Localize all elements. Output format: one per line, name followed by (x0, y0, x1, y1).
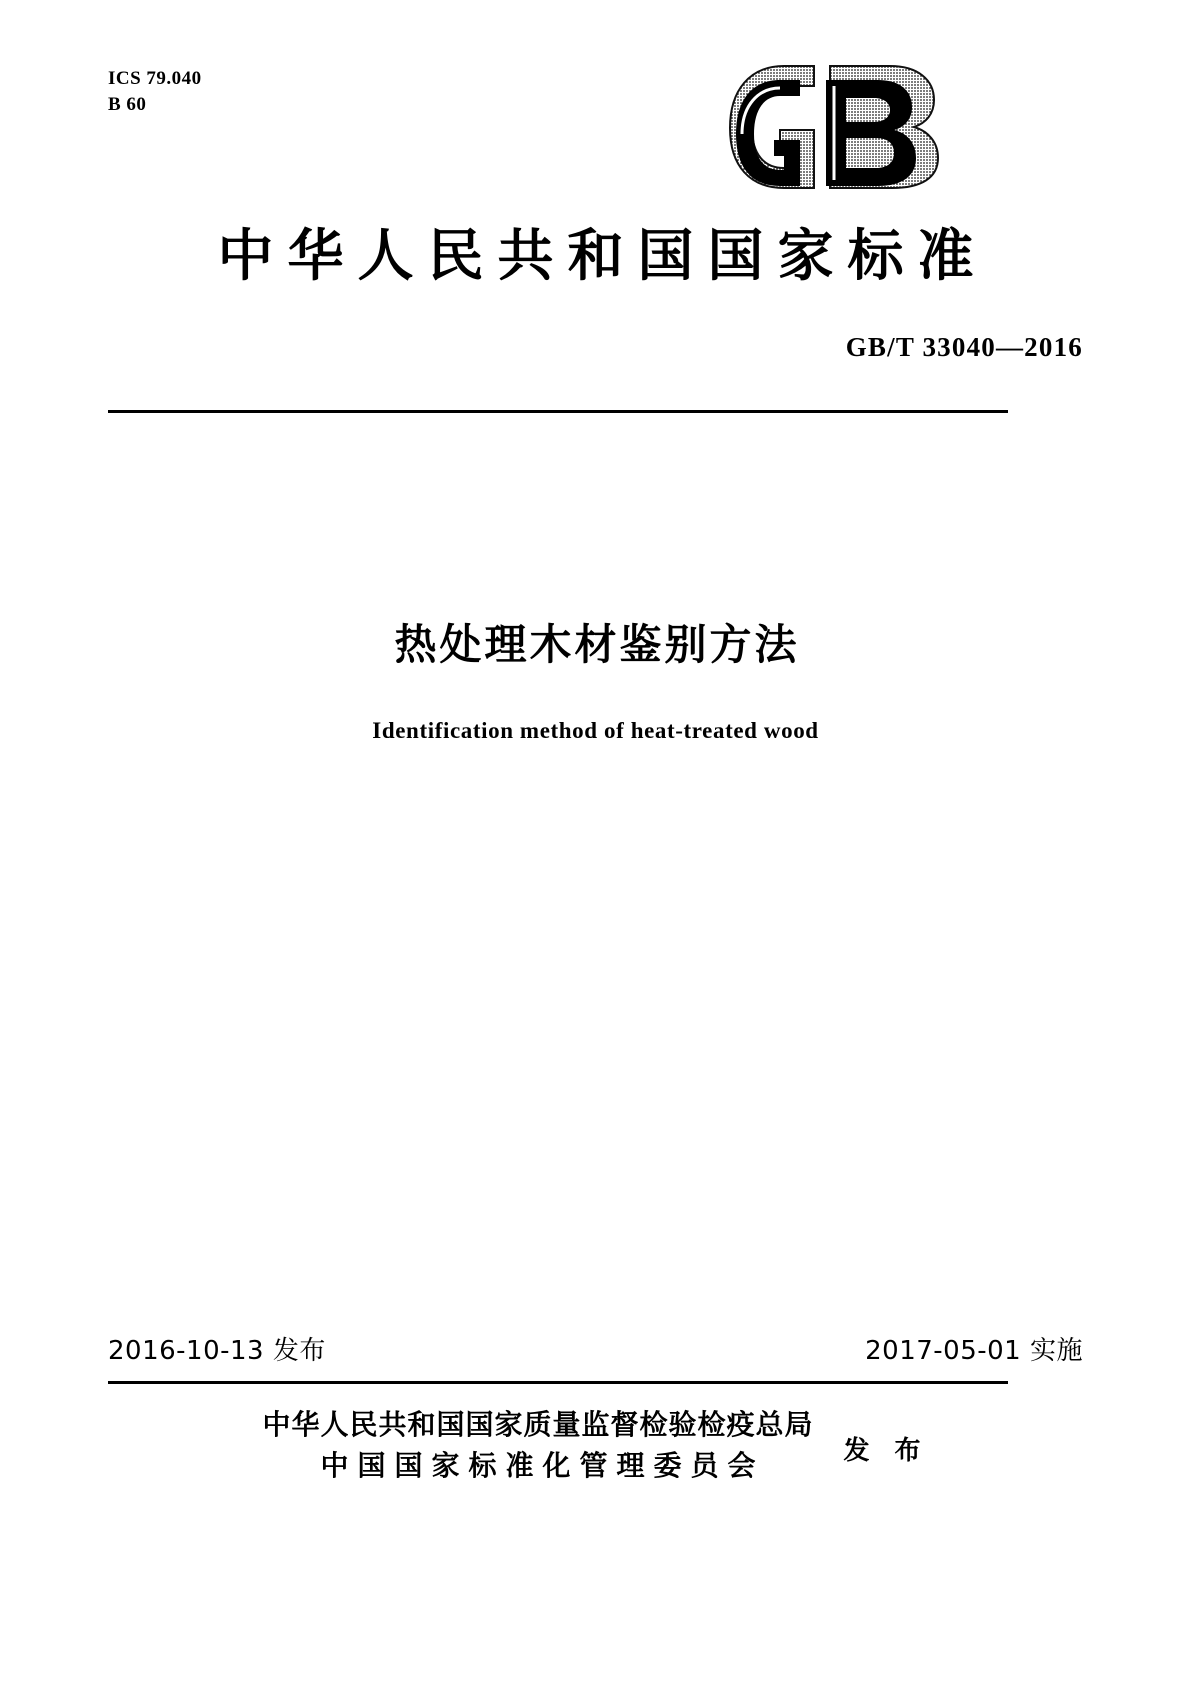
publisher-line-1: 中华人民共和国国家质量监督检验检疫总局 (262, 1408, 814, 1441)
divider-bottom (108, 1381, 1008, 1384)
ics-code: ICS 79.040 (108, 68, 202, 89)
standard-number: GB/T 33040—2016 (845, 332, 1083, 362)
ics-block (108, 66, 202, 118)
document-title-chinese: 热处理木材鉴别方法 (394, 620, 800, 669)
publisher-action-label: 发 布 (843, 1436, 929, 1467)
gb-logo-icon (722, 60, 952, 195)
classification-code: B 60 (108, 94, 147, 116)
document-title-english: Identification method of heat-treated wood (372, 718, 819, 743)
national-standard-title: 中华人民共和国国家标准 (217, 224, 988, 289)
publisher-block (0, 1405, 1191, 1486)
issue-date: 2016-10-13 发布 (108, 1336, 326, 1366)
implementation-date: 2017-05-01 实施 (865, 1336, 1083, 1366)
publisher-names (262, 1405, 813, 1486)
publisher-line-2: 中国国家标准化管理委员会 (320, 1448, 765, 1482)
divider-top (108, 410, 1008, 413)
